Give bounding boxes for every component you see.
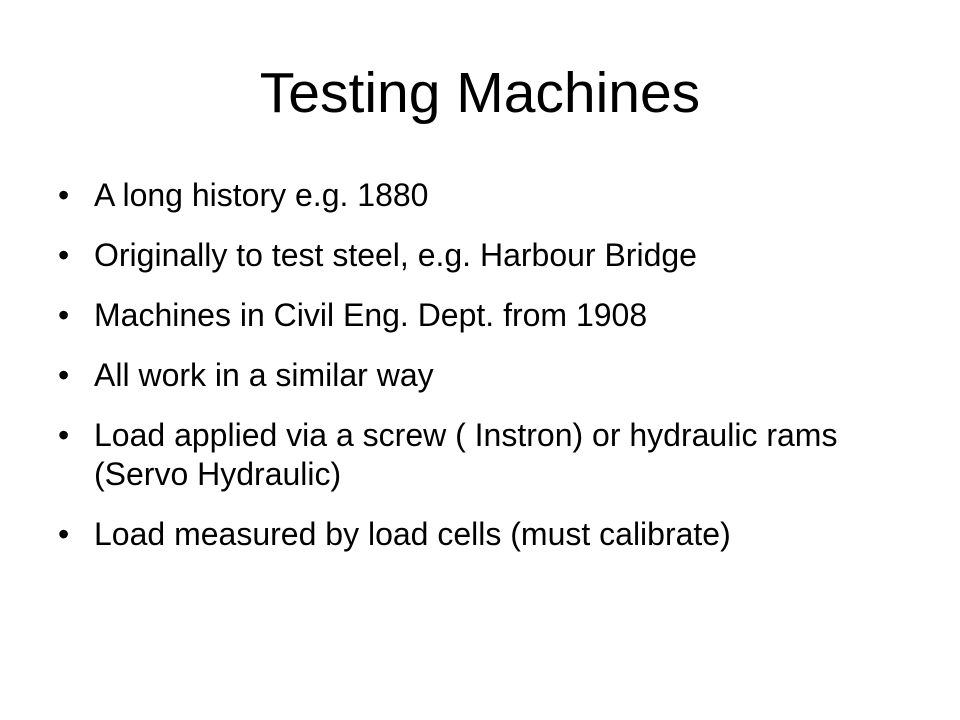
bullet-icon: • [58,297,70,333]
bullet-icon: • [58,177,70,213]
bullet-icon: • [58,516,70,552]
bullet-list [58,176,918,575]
bullet-item [58,236,918,275]
bullet-item [58,176,918,215]
slide-title: Testing Machines [259,61,701,125]
bullet-icon: • [58,237,70,273]
bullet-item [58,296,918,335]
bullet-icon: • [58,417,70,453]
bullet-text: A long history e.g. 1880 [94,177,429,213]
bullet-text: Load applied via a screw ( Instron) or hydraulic rams (Servo Hydraulic) [94,417,838,492]
bullet-item [58,515,918,554]
bullet-text: All work in a similar way [94,357,434,393]
bullet-text: Originally to test steel, e.g. Harbour Bridge [94,237,697,273]
bullet-item [58,416,918,494]
bullet-item [58,356,918,395]
bullet-text: Load measured by load cells (must calibrate) [94,516,731,552]
bullet-text: Machines in Civil Eng. Dept. from 1908 [94,297,648,333]
bullet-icon: • [58,357,70,393]
